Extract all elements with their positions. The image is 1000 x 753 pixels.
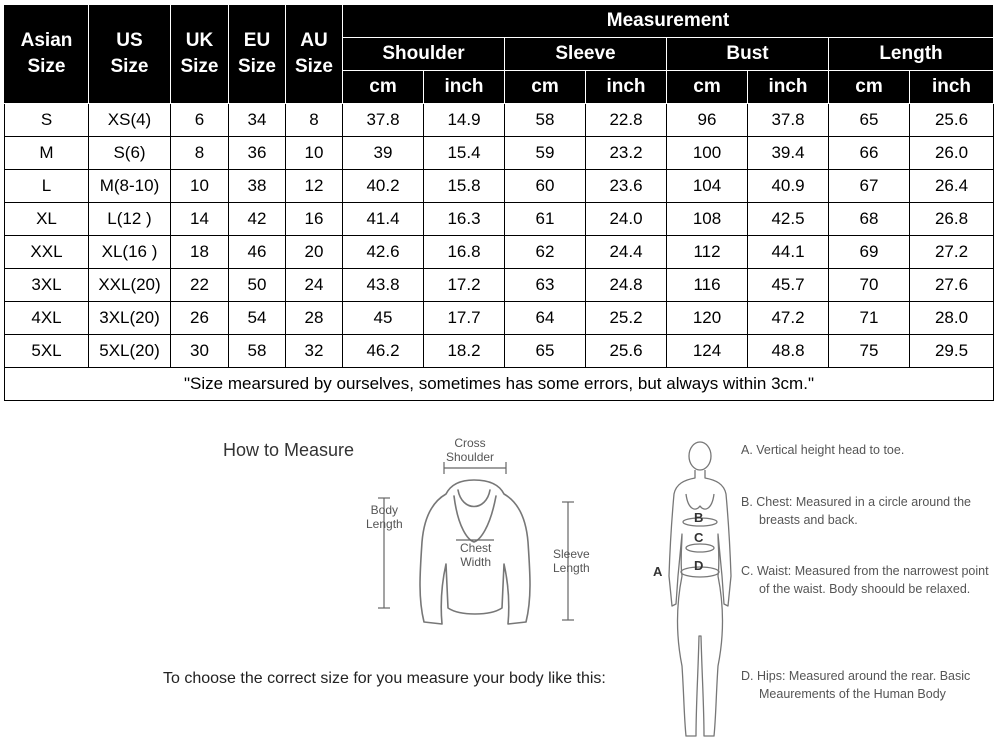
- length-header: Length: [829, 38, 994, 71]
- table-cell: 5XL: [5, 335, 89, 368]
- table-cell: 58: [505, 104, 586, 137]
- label-b: B: [694, 510, 704, 525]
- how-to-measure-title: How to Measure: [223, 440, 355, 460]
- unit-header: cm: [667, 71, 748, 104]
- table-cell: 28: [286, 302, 343, 335]
- table-cell: 37.8: [343, 104, 424, 137]
- unit-header: inch: [586, 71, 667, 104]
- unit-header: inch: [748, 71, 829, 104]
- table-cell: 70: [829, 269, 910, 302]
- table-cell: 108: [667, 203, 748, 236]
- table-cell: 48.8: [748, 335, 829, 368]
- table-body: [5, 104, 994, 401]
- table-cell: 43.8: [343, 269, 424, 302]
- table-cell: 63: [505, 269, 586, 302]
- table-cell: 16.8: [424, 236, 505, 269]
- sleeve-header: Sleeve: [505, 38, 667, 71]
- table-cell: S(6): [89, 137, 171, 170]
- table-cell: 42.5: [748, 203, 829, 236]
- table-cell: M: [5, 137, 89, 170]
- table-cell: 54: [229, 302, 286, 335]
- legend-item-a: A. Vertical height head to toe.: [741, 443, 905, 457]
- table-cell: XXL(20): [89, 269, 171, 302]
- table-cell: 24.8: [586, 269, 667, 302]
- table-cell: 120: [667, 302, 748, 335]
- table-cell: 116: [667, 269, 748, 302]
- table-cell: 26.8: [910, 203, 994, 236]
- table-cell: 38: [229, 170, 286, 203]
- table-cell: 16: [286, 203, 343, 236]
- table-cell: 14.9: [424, 104, 505, 137]
- table-cell: 104: [667, 170, 748, 203]
- table-cell: 25.6: [910, 104, 994, 137]
- table-cell: 34: [229, 104, 286, 137]
- table-cell: 25.6: [586, 335, 667, 368]
- bust-header: Bust: [667, 38, 829, 71]
- human-body-diagram: [660, 436, 740, 746]
- table-row: [5, 236, 994, 269]
- table-cell: 59: [505, 137, 586, 170]
- table-cell: 41.4: [343, 203, 424, 236]
- table-cell: 5XL(20): [89, 335, 171, 368]
- table-cell: 17.2: [424, 269, 505, 302]
- table-cell: 68: [829, 203, 910, 236]
- uk-size-header: UK Size: [171, 5, 229, 104]
- table-cell: 96: [667, 104, 748, 137]
- label-c: C: [694, 530, 704, 545]
- table-cell: 28.0: [910, 302, 994, 335]
- table-cell: 71: [829, 302, 910, 335]
- table-cell: XL(16 ): [89, 236, 171, 269]
- table-cell: 44.1: [748, 236, 829, 269]
- cross-shoulder-label: Cross Shoulder: [446, 436, 495, 464]
- table-cell: 26: [171, 302, 229, 335]
- table-cell: 45.7: [748, 269, 829, 302]
- table-cell: 27.6: [910, 269, 994, 302]
- table-row: [5, 104, 994, 137]
- table-cell: 18: [171, 236, 229, 269]
- table-cell: 20: [286, 236, 343, 269]
- table-cell: 61: [505, 203, 586, 236]
- table-cell: XS(4): [89, 104, 171, 137]
- table-header: [5, 5, 994, 104]
- table-cell: 26.4: [910, 170, 994, 203]
- table-row: [5, 335, 994, 368]
- measurement-header: Measurement: [343, 5, 994, 38]
- table-cell: M(8-10): [89, 170, 171, 203]
- table-cell: 15.4: [424, 137, 505, 170]
- us-size-header: US Size: [89, 5, 171, 104]
- table-cell: 50: [229, 269, 286, 302]
- table-cell: 42: [229, 203, 286, 236]
- label-d: D: [694, 558, 704, 573]
- table-cell: 18.2: [424, 335, 505, 368]
- table-cell: 30: [171, 335, 229, 368]
- table-cell: 66: [829, 137, 910, 170]
- size-chart-table: [4, 4, 994, 401]
- legend-item-d: D. Hips: Measured around the rear. Basic Meaurements of the Human Body: [741, 669, 971, 701]
- unit-header: inch: [424, 71, 505, 104]
- table-cell: 46: [229, 236, 286, 269]
- chest-width-label: Chest Width: [460, 541, 492, 569]
- table-cell: 27.2: [910, 236, 994, 269]
- table-cell: 12: [286, 170, 343, 203]
- table-cell: 37.8: [748, 104, 829, 137]
- table-cell: 75: [829, 335, 910, 368]
- table-cell: L: [5, 170, 89, 203]
- table-cell: 8: [171, 137, 229, 170]
- table-cell: 45: [343, 302, 424, 335]
- unit-header: inch: [910, 71, 994, 104]
- table-cell: 40.9: [748, 170, 829, 203]
- asian-size-header: Asian Size: [5, 5, 89, 104]
- table-cell: 14: [171, 203, 229, 236]
- table-cell: 124: [667, 335, 748, 368]
- body-length-label: Body Length: [366, 503, 403, 531]
- table-cell: 58: [229, 335, 286, 368]
- table-cell: 65: [505, 335, 586, 368]
- table-cell: 8: [286, 104, 343, 137]
- legend-item-b: B. Chest: Measured in a circle around the breasts and back.: [741, 495, 971, 527]
- table-cell: 112: [667, 236, 748, 269]
- table-cell: 10: [171, 170, 229, 203]
- table-cell: 65: [829, 104, 910, 137]
- table-cell: 24.0: [586, 203, 667, 236]
- table-cell: 32: [286, 335, 343, 368]
- table-cell: 23.2: [586, 137, 667, 170]
- label-a: A: [653, 564, 663, 579]
- measure-instructions: To choose the correct size for you measure your body like this:: [163, 670, 606, 687]
- table-cell: L(12 ): [89, 203, 171, 236]
- table-cell: 15.8: [424, 170, 505, 203]
- sleeve-length-label: Sleeve Length: [553, 547, 590, 575]
- legend-item-c: C. Waist: Measured from the narrowest point of the waist. Body shoould be relaxed.: [741, 564, 989, 596]
- table-cell: 64: [505, 302, 586, 335]
- table-cell: 100: [667, 137, 748, 170]
- table-row: [5, 269, 994, 302]
- table-cell: 46.2: [343, 335, 424, 368]
- table-cell: 42.6: [343, 236, 424, 269]
- table-cell: 69: [829, 236, 910, 269]
- table-row: [5, 203, 994, 236]
- table-row: [5, 137, 994, 170]
- unit-header: cm: [829, 71, 910, 104]
- table-cell: 22: [171, 269, 229, 302]
- table-cell: 4XL: [5, 302, 89, 335]
- au-size-header: AU Size: [286, 5, 343, 104]
- table-cell: 22.8: [586, 104, 667, 137]
- table-cell: 6: [171, 104, 229, 137]
- table-cell: 16.3: [424, 203, 505, 236]
- table-cell: S: [5, 104, 89, 137]
- unit-header: cm: [505, 71, 586, 104]
- table-cell: 3XL(20): [89, 302, 171, 335]
- table-cell: 39.4: [748, 137, 829, 170]
- unit-header: cm: [343, 71, 424, 104]
- table-note: "Size mearsured by ourselves, sometimes has some errors, but always within 3cm.": [5, 368, 994, 401]
- table-cell: 36: [229, 137, 286, 170]
- table-cell: 24: [286, 269, 343, 302]
- table-cell: 60: [505, 170, 586, 203]
- table-cell: 39: [343, 137, 424, 170]
- table-cell: XXL: [5, 236, 89, 269]
- table-cell: 40.2: [343, 170, 424, 203]
- table-cell: 10: [286, 137, 343, 170]
- table-row: [5, 170, 994, 203]
- eu-size-header: EU Size: [229, 5, 286, 104]
- table-cell: XL: [5, 203, 89, 236]
- table-cell: 25.2: [586, 302, 667, 335]
- shoulder-header: Shoulder: [343, 38, 505, 71]
- table-cell: 26.0: [910, 137, 994, 170]
- table-cell: 29.5: [910, 335, 994, 368]
- table-cell: 62: [505, 236, 586, 269]
- table-cell: 17.7: [424, 302, 505, 335]
- table-cell: 24.4: [586, 236, 667, 269]
- table-cell: 67: [829, 170, 910, 203]
- body-silhouette-icon: [669, 442, 731, 736]
- table-cell: 3XL: [5, 269, 89, 302]
- table-row: [5, 302, 994, 335]
- table-cell: 23.6: [586, 170, 667, 203]
- table-cell: 47.2: [748, 302, 829, 335]
